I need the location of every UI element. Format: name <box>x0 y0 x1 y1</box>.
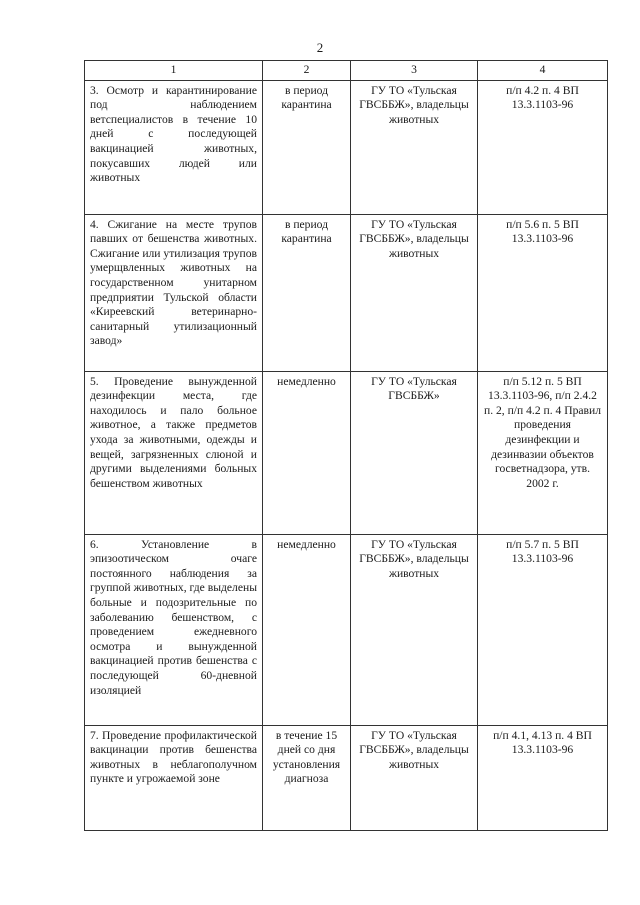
responsible-cell: ГУ ТО «Тульская ГВСББЖ» <box>351 371 478 534</box>
basis-cell: п/п 4.2 п. 4 ВП 13.3.1103-96 <box>478 80 608 214</box>
measure-cell: 7. Проведение профилактической вакцинации против бешенства животных в неблагополучном пункте и угрожаемой зоне <box>85 725 263 830</box>
table-header-row <box>85 61 608 81</box>
column-header-1: 1 <box>85 61 263 81</box>
responsible-cell: ГУ ТО «Тульская ГВСББЖ», владельцы животных <box>351 214 478 371</box>
measure-cell: 6. Установление в эпизоотическом очаге постоянного наблюдения за группой животных, где выделены больные и подозрительные по заболеванию бешенством, с проведением ежедневного осмотра и вынужденной вакцинацией против бешенства с последующей 60-дневной изоляцией <box>85 534 263 725</box>
basis-cell: п/п 5.6 п. 5 ВП 13.3.1103-96 <box>478 214 608 371</box>
deadline-cell: немедленно <box>263 534 351 725</box>
table-row <box>85 80 608 214</box>
deadline-cell: в период карантина <box>263 214 351 371</box>
responsible-cell: ГУ ТО «Тульская ГВСББЖ», владельцы животных <box>351 534 478 725</box>
measure-cell: 3. Осмотр и карантинирование под наблюдением ветспециалистов в течение 10 дней с последующей вакцинацией животных, покусавших людей или животных <box>85 80 263 214</box>
measure-cell: 5. Проведение вынужденной дезинфекции места, где находилось и пало больное животное, а также предметов ухода за животными, одежды и вещей, загрязненных слюной и другими выделениями больных бешенством животных <box>85 371 263 534</box>
responsible-cell: ГУ ТО «Тульская ГВСББЖ», владельцы животных <box>351 725 478 830</box>
column-header-3: 3 <box>351 61 478 81</box>
basis-cell: п/п 5.12 п. 5 ВП 13.3.1103-96, п/п 2.4.2 п. 2, п/п 4.2 п. 4 Правил проведения дезинфекции и дезинвазии объектов госветнадзора, утв. 2002 г. <box>478 371 608 534</box>
basis-cell: п/п 5.7 п. 5 ВП 13.3.1103-96 <box>478 534 608 725</box>
responsible-cell: ГУ ТО «Тульская ГВСББЖ», владельцы животных <box>351 80 478 214</box>
deadline-cell: в течение 15 дней со дня установления диагноза <box>263 725 351 830</box>
basis-cell: п/п 4.1, 4.13 п. 4 ВП 13.3.1103-96 <box>478 725 608 830</box>
measure-cell: 4. Сжигание на месте трупов павших от бешенства животных. Сжигание или утилизация трупов умерщвленных животных на государственном унитарном предприятии Тульской области «Киреевский ветеринарно-санитарный утилизационный завод» <box>85 214 263 371</box>
table-row <box>85 725 608 830</box>
table-row <box>85 371 608 534</box>
table-row <box>85 214 608 371</box>
column-header-4: 4 <box>478 61 608 81</box>
table-row <box>85 534 608 725</box>
column-header-2: 2 <box>263 61 351 81</box>
page-number: 2 <box>316 40 324 55</box>
measures-table <box>84 60 608 831</box>
deadline-cell: немедленно <box>263 371 351 534</box>
deadline-cell: в период карантина <box>263 80 351 214</box>
